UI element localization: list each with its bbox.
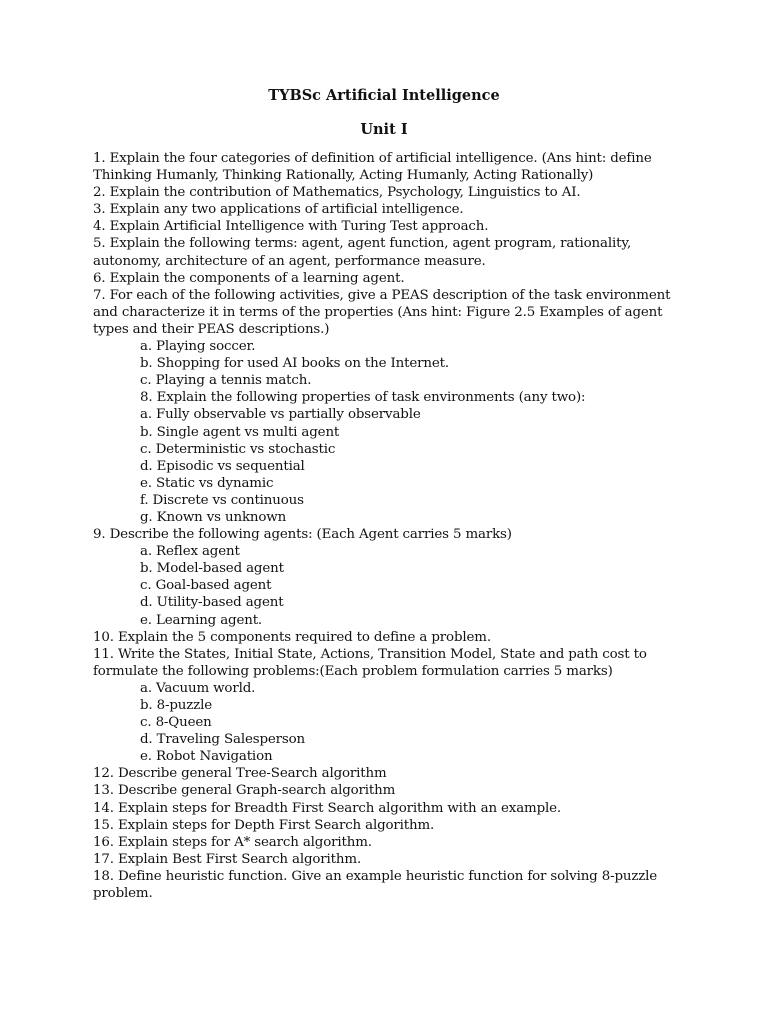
question-line: d. Utility-based agent	[140, 595, 284, 611]
question-line: c. 8-Queen	[140, 715, 212, 731]
question-line: 8. Explain the following properties of task environments (any two):	[140, 390, 586, 406]
question-line: 4. Explain Artificial Intelligence with Turing Test approach.	[93, 219, 489, 235]
question-line: 2. Explain the contribution of Mathematics, Psychology, Linguistics to AI.	[93, 185, 581, 201]
question-line: d. Traveling Salesperson	[140, 732, 305, 748]
question-line: 5. Explain the following terms: agent, agent function, agent program, rationality,	[93, 236, 632, 252]
question-line: e. Learning agent.	[140, 612, 263, 628]
question-line: formulate the following problems:(Each problem formulation carries 5 marks)	[93, 663, 613, 679]
question-line: 9. Describe the following agents: (Each Agent carries 5 marks)	[93, 527, 512, 543]
question-line: d. Episodic vs sequential	[140, 458, 305, 474]
question-line: 15. Explain steps for Depth First Search algorithm.	[93, 817, 435, 833]
question-line: 3. Explain any two applications of artificial intelligence.	[93, 202, 464, 218]
question-line: f. Discrete vs continuous	[140, 492, 304, 508]
question-line: 16. Explain steps for A* search algorithm.	[93, 834, 372, 850]
question-line: 18. Define heuristic function. Give an example heuristic function for solving 8-puzzle	[93, 868, 658, 884]
question-line: e. Robot Navigation	[140, 749, 273, 765]
question-line: g. Known vs unknown	[140, 509, 287, 525]
question-line: 14. Explain steps for Breadth First Search algorithm with an example.	[93, 800, 562, 816]
question-list	[93, 150, 673, 902]
question-line: and characterize it in terms of the properties (Ans hint: Figure 2.5 Examples of agent	[93, 304, 663, 320]
question-line: autonomy, architecture of an agent, performance measure.	[93, 253, 486, 269]
question-line: problem.	[93, 886, 153, 902]
question-line: b. Single agent vs multi agent	[140, 424, 340, 440]
question-line: e. Static vs dynamic	[140, 475, 274, 491]
question-line: a. Vacuum world.	[140, 680, 256, 696]
question-line: b. Shopping for used AI books on the Internet.	[140, 356, 449, 372]
question-line: 11. Write the States, Initial State, Actions, Transition Model, State and path cost to	[93, 646, 647, 662]
document-title: TYBSc Artificial Intelligence	[268, 87, 500, 104]
question-line: a. Reflex agent	[140, 544, 240, 560]
unit-heading: Unit I	[360, 121, 408, 138]
question-line: c. Playing a tennis match.	[140, 373, 312, 389]
question-line: 6. Explain the components of a learning agent.	[93, 270, 405, 286]
question-line: 10. Explain the 5 components required to define a problem.	[93, 629, 491, 645]
question-line: types and their PEAS descriptions.)	[93, 321, 330, 337]
question-line: 7. For each of the following activities, give a PEAS description of the task environment	[93, 287, 671, 303]
question-line: 17. Explain Best First Search algorithm.	[93, 851, 362, 867]
question-line: b. 8-puzzle	[140, 698, 212, 713]
question-line: 12. Describe general Tree-Search algorithm	[93, 766, 387, 782]
question-line: c. Goal-based agent	[140, 578, 272, 594]
question-line: c. Deterministic vs stochastic	[140, 441, 336, 457]
question-line: 13. Describe general Graph-search algorithm	[93, 783, 396, 799]
question-line: b. Model-based agent	[140, 561, 284, 577]
question-line: Thinking Humanly, Thinking Rationally, Acting Humanly, Acting Rationally)	[93, 168, 594, 184]
question-line: a. Fully observable vs partially observable	[140, 407, 421, 423]
question-line: 1. Explain the four categories of definition of artificial intelligence. (Ans hint: define	[93, 151, 652, 166]
question-line: a. Playing soccer.	[140, 339, 256, 355]
